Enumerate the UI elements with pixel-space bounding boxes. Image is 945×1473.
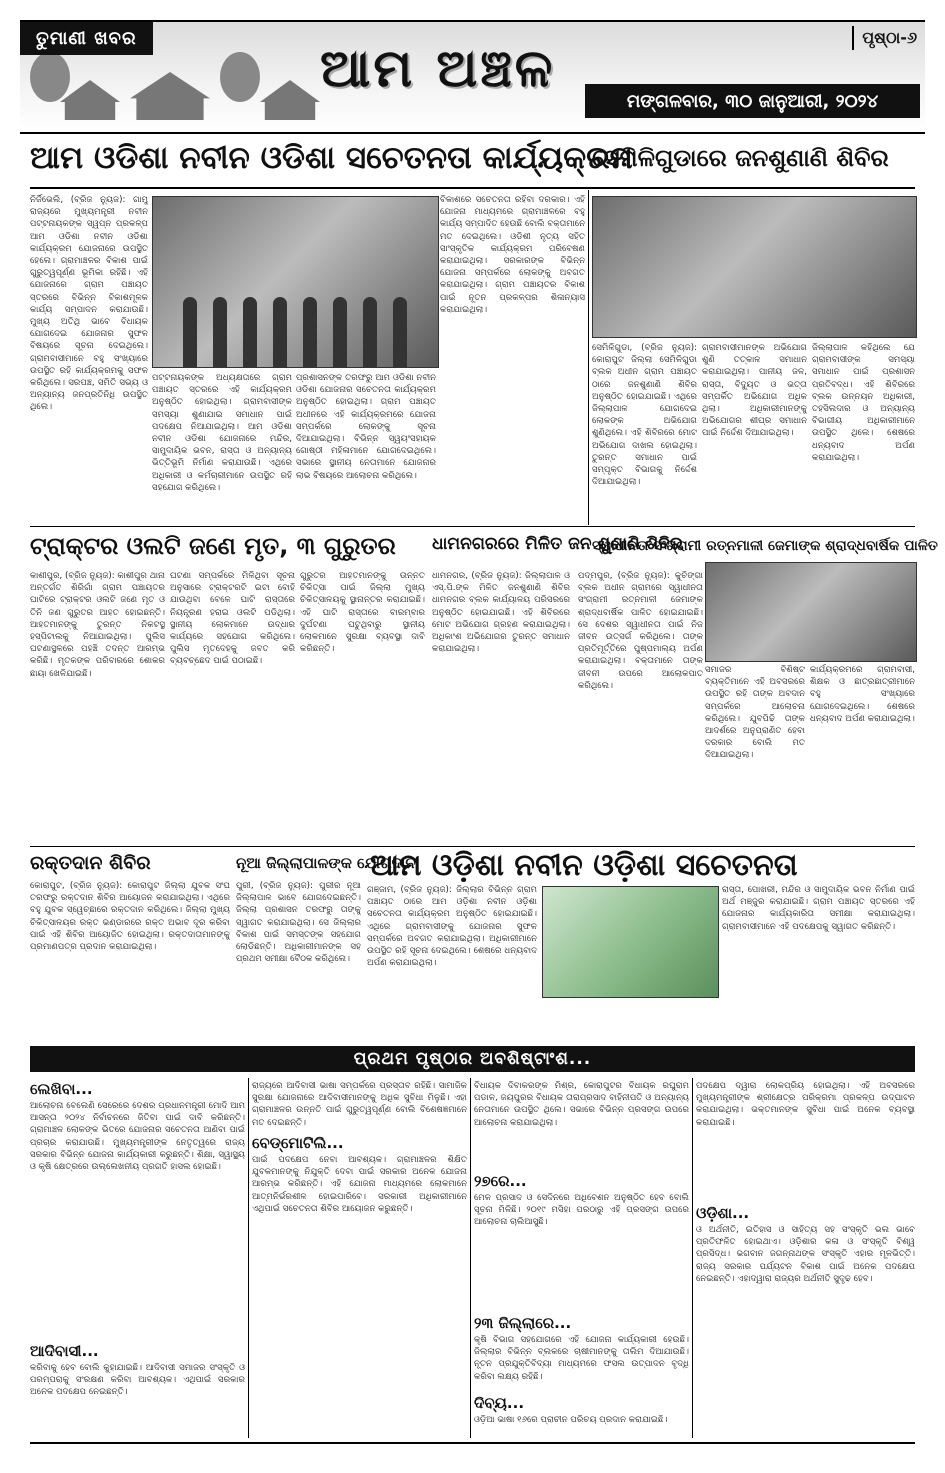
semiliguda-headline: ସେମିଳିଗୁଡାରେ ଜନଶୁଣାଣି ଶିବିର <box>592 144 889 172</box>
main-headline: ଆମ ଓଡିଶା ନବୀନ ଓଡିଶା ସଚେତନତା କାର୍ଯ୍ୟକ୍ରମ <box>30 140 633 176</box>
section-rule <box>30 526 915 527</box>
continuation-divider-3 <box>692 1078 693 1438</box>
tractor-col1: କାଶୀପୁର, (ବ୍ରିଜ ନ୍ୟୁଜ): କାଶୀପୁର ଥାନା ଅନ୍ତର୍ଗତ ଶିରିଗାଁ ଗ୍ରାମ ପଞ୍ଚାୟତର ଘାଟିରେ ଟ୍ରାକ୍ଟର ଓଲଟି ଜଣେ ମୃତ ଓ ତିନି ଜଣ ଗୁରୁତର ଆହତ ହୋଇଛନ୍ତି। ଆହତମାନଙ୍କୁ ତୁରନ୍ତ ନିକଟସ୍ଥ ହସ୍ପିଟାଲକୁ ନିଆଯାଇଥିଲା। ପୁଲିସ ଘଟଣାସ୍ଥଳରେ ପହଞ୍ଚି ତଦନ୍ତ ଆରମ୍ଭ କରିଛି। ମୃତକଙ୍କ ପରିବାରରେ ଶୋକର ଛାୟା ଖେଳିଯାଇଛି। <box>30 571 165 679</box>
blood-donation-headline: ରକ୍ତଦାନ ଶିବିର <box>30 852 151 874</box>
dhamanagar-headline: ଧାମନଗରରେ ମିଳିତ ଜନ ଶୁଣାଣି ଶିବିର <box>432 534 683 554</box>
awareness-2-photo <box>542 886 719 998</box>
freedom-fighter-col2: ସମାଜର ବିଶିଷ୍ଟ ବ୍ୟକ୍ତିମାନେ ଏହି ଅବସରରେ ଉପସ୍ଥିତ ରହି ତାଙ୍କ ଅବଦାନ ସମ୍ପର୍କରେ ଆଲୋଚନା କରିଥିଲେ। ଯୁବପିଢି ତାଙ୍କ ଆଦର୍ଶରେ ଅନୁପ୍ରାଣିତ ହେବା ଦରକାର ବୋଲି ମତ ଦିଆଯାଇଥିଲା। <box>705 665 805 761</box>
freedom-fighter-headline: ସ୍ୱାଧୀନତା ସଂଗ୍ରାମୀ ରତ୍ନମାଳୀ ଜେମାଙ୍କ ଶ୍ରାଦ୍ଧବାର୍ଷିକ ପାଳିତ <box>592 538 938 554</box>
page-number: ପୃଷ୍ଠା-୬ <box>852 26 925 50</box>
new-collector-text: ପୁରୀ, (ବ୍ରିଜ ନ୍ୟୁଜ): ପୁରୀର ନୂଆ ଜିଲ୍ଲାପାଳ ଭାବେ ଯୋଗଦେଇଛନ୍ତି। ଜିଲ୍ଲା ପ୍ରଶାସନ ତରଫରୁ ତାଙ୍କୁ ସ୍ୱାଗତ କରାଯାଇଥିଲା। ସେ ଜିଲ୍ଲାର ବିକାଶ ପାଇଁ ସମସ୍ତଙ୍କ ସହଯୋଗ ଲୋଡିଛନ୍ତି। ଅଧିକାରୀମାନଙ୍କ ସହ ପ୍ରଥମ ସମୀକ୍ଷା ବୈଠକ କରିଥିଲେ। <box>236 881 361 965</box>
freedom-fighter-col1: ପଦ୍ମପୁର, (ବ୍ରିଜ ନ୍ୟୁଜ): କୁଚିଙ୍ଗା ବ୍ଲକ ଅଧୀନ ଗ୍ରାମରେ ସ୍ୱାଧୀନତା ସଂଗ୍ରାମୀ ରତ୍ନମାଳୀ ଜେମାଙ୍କ ଶ୍ରାଦ୍ଧବାର୍ଷିକ ପାଳିତ ହୋଇଯାଇଛି। ସେ ଦେଶର ସ୍ୱାଧୀନତା ପାଇଁ ନିଜ ଜୀବନ ଉତ୍ସର୍ଗ କରିଥିଲେ। ତାଙ୍କ ପ୍ରତିମୂର୍ତ୍ତିରେ ପୁଷ୍ପମାଲ୍ୟ ଅର୍ପଣ କରାଯାଇଥିଲା। ବକ୍ତାମାନେ ତାଙ୍କ ଜୀବନୀ ଉପରେ ଆଲୋକପାତ କରିଥିଲେ। <box>578 571 703 691</box>
continuation-subhead-6: ଦିବ୍ୟ... <box>474 1394 525 1412</box>
continuation-text-6: ଓଡ଼ିଆ ଭାଷା ୧୬ରେ ପ୍ରାଚୀନ ପରିଚୟ ପ୍ରଦାନ କରାଯାଇଛି। <box>474 1415 668 1425</box>
freedom-fighter-photo <box>705 562 917 662</box>
tractor-col2: ଘଟଣା ସମ୍ପର୍କରେ ମିଳିଥିବା ସୂଚନା ଅନୁସାରେ ଟ୍ରାକ୍ଟରଟି ଇଟା ବୋହି ଯାଉଥିବା ବେଳେ ଘାଟି ରାସ୍ତାରେ ନିୟନ୍ତ୍ରଣ ହରାଇ ଓଲଟି ପଡିଥିଲା। ସ୍ଥାନୀୟ ଲୋକମାନେ ଉଦ୍ଧାର କାର୍ଯ୍ୟରେ ସହଯୋଗ କରିଥିଲେ। ପୁଲିସ ମୃତଦେହକୁ ଜବତ କରି ବ୍ୟବଚ୍ଛେଦ ପାଇଁ ପଠାଇଛି। <box>170 571 295 667</box>
newspaper-brand: ତୁମାଣୀ ଖବର <box>20 22 153 55</box>
semiliguda-col2: ଗ୍ରାମବାସୀମାନଙ୍କ ଅଭିଯୋଗ ଶୁଣି ତତ୍କାଳ ସମାଧାନ କରାଯାଇଥିଲା। ପାନୀୟ ଜଳ, ରାସ୍ତା, ବିଦ୍ୟୁତ ଓ ଭତ୍ତା ସମ୍ପର୍କିତ ଅଭିଯୋଗ ଅଧିକ ଥିଲା। ଅଧିକାରୀମାନଙ୍କୁ ଅଭିଯୋଗର ଶୀଘ୍ର ସମାଧାନ ପାଇଁ ନିର୍ଦ୍ଦେଶ ଦିଆଯାଇଥିଲା। <box>702 343 807 439</box>
continuation-col3-text: ବିଧାୟକ ଦିବାକରଙ୍କ ମିଶ୍ର, କୋରାପୁଟର ବିଧାୟକ ରଘୁରାମ ପଡାଳ, ଜୟପୁରର ବିଧାୟକ ତାରାପ୍ରସାଦ ବାହିନୀପତି ଓ ଅନ୍ୟାନ୍ୟ ନେତାମାନେ ଉପସ୍ଥିତ ଥିଲେ। ସଭାରେ ବିଭିନ୍ନ ପ୍ରସଙ୍ଗ ଉପରେ ଆଲୋଚନା କରାଯାଇଥିଲା। <box>474 1081 689 1128</box>
continuation-subhead-7: ଓଡ଼ିଶା... <box>696 1204 750 1222</box>
main-article-col5: ବିକାଶରେ ସଚେତନତା ରହିବା ଦରକାର। ଏହି ଯୋଜନା ମାଧ୍ୟମରେ ଗ୍ରାମାଞ୍ଚଳରେ ବହୁ କାର୍ଯ୍ୟ ସମ୍ପାଦିତ ହେଉଛି ବୋଲି ବକ୍ତାମାନେ ମତ ଦେଇଥିଲେ। ଓଡିଶୀ ନୃତ୍ୟ ସହିତ ସାଂସ୍କୃତିକ କାର୍ଯ୍ୟକ୍ରମ ପରିବେଷଣ କରାଯାଇଥିଲା। ସରକାରଙ୍କ ବିଭିନ୍ନ ଯୋଜନା ସମ୍ପର୍କରେ ଲୋକଙ୍କୁ ଅବଗତ କରାଯାଇଥିଲା। ଗ୍ରାମ ପଞ୍ଚାୟତର ବିକାଶ ପାଇଁ ନୂତନ ପ୍ରକଳ୍ପର ଶିଳାନ୍ୟାସ କରାଯାଇଥିଲା। <box>440 195 585 315</box>
new-collector-headline: ନୂଆ ଜିଲ୍ଲାପାଳଙ୍କ ଯୋଗଦାନ <box>236 854 416 872</box>
main-article-col2: ପଟ୍ଟନାୟକଙ୍କ ଅଧ୍ୟକ୍ଷତାରେ ଗ୍ରାମ ପଞ୍ଚାୟତ ସ୍ତରରେ ଏହି କାର୍ଯ୍ୟକ୍ରମ ଅନୁଷ୍ଠିତ ହୋଇଥିଲା। ଗ୍ରାମବାସୀଙ୍କ ସମସ୍ୟା ଶୁଣାଯାଇ ସମାଧାନ ପାଇଁ ପଦକ୍ଷେପ ନିଆଯାଇଥିଲା। ଆମ ଓଡିଶା ନବୀନ ଓଡିଶା ଯୋଜନାରେ ମନ୍ଦିର, ସାମୁଦାୟିକ ଭବନ, ରାସ୍ତା ଓ ଅନ୍ୟାନ୍ୟ ଭିତ୍ତିଭୂମି ନିର୍ମାଣ କରାଯାଉଛି। ଏଥିରେ ଅଧିକାରୀ ଓ କର୍ମଚାରୀମାନେ ଉପସ୍ଥିତ ରହି ସହଯୋଗ କରିଥିଲେ। <box>152 373 292 493</box>
column-divider <box>588 190 589 525</box>
continuation-text-7: ଓ ଅର୍ଥନୀତି, ଇତିହାସ ଓ ସାହିତ୍ୟ ସହ ସଂସ୍କୃତି ଭଲ ଭାବେ ପ୍ରତିଫଳିତ ହୋଇଥାଏ। ଓଡ଼ିଶାର କଳା ଓ ସଂସ୍କୃତି ବିଶ୍ୱ ପ୍ରସିଦ୍ଧ। ଭଗବାନ ଜଗନ୍ନାଥଙ୍କ ସଂସ୍କୃତି ଏହାର ମୂଳଭିତ୍ତି। ରାଜ୍ୟ ସରକାର ପର୍ଯ୍ୟଟନ ବିକାଶ ପାଇଁ ଅନେକ ପଦକ୍ଷେପ ନେଇଛନ୍ତି। ଏହାଦ୍ୱାରା ରାଜ୍ୟର ଅର୍ଥନୀତି ସୁଦୃଢ ହେବ। <box>696 1225 915 1284</box>
awareness-2-col1: ଗଞ୍ଜାମ, (ବ୍ରିଜ ନ୍ୟୁଜ): ଜିଲ୍ଲାର ବିଭିନ୍ନ ଗ୍ରାମ ପଞ୍ଚାୟତ ଠାରେ ଆମ ଓଡ଼ିଶା ନବୀନ ଓଡ଼ିଶା ସଚେତନତା କାର୍ଯ୍ୟକ୍ରମ ଅନୁଷ୍ଠିତ ହୋଇଯାଇଛି। ଏଥିରେ ଗ୍ରାମବାସୀଙ୍କୁ ଯୋଜନାର ସୁଫଳ ସମ୍ପର୍କରେ ଅବଗତ କରାଯାଇଥିଲା। ଅଧିକାରୀମାନେ ଉପସ୍ଥିତ ରହି ସୂଚନା ଦେଇଥିଲେ। ଶେଷରେ ଧନ୍ୟବାଦ ଅର୍ପଣ କରାଯାଇଥିଲା। <box>367 885 537 969</box>
section-rule-2 <box>30 846 915 847</box>
continuation-subhead-3: ବେଡ୍‌ମୋଟିଲି... <box>252 1134 344 1152</box>
continuation-divider-1 <box>248 1078 249 1438</box>
continuation-text-5: କୃଷି ବିଭାଗ ସହଯୋଗରେ ଏହି ଯୋଜନା କାର୍ଯ୍ୟକାରୀ ହେଉଛି। ଜିଲ୍ଲାର ବିଭିନ୍ନ ବ୍ଲକରେ ଚାଷୀମାନଙ୍କୁ ତାଲିମ ଦିଆଯାଉଛି। ନୂତନ ପ୍ରଯୁକ୍ତିବିଦ୍ୟା ମାଧ୍ୟମରେ ଫସଲ ଉତ୍ପାଦନ ବୃଦ୍ଧି କରିବା ଲକ୍ଷ୍ୟ ରହିଛି। <box>474 1335 689 1382</box>
continuation-col4-text: ପଦକ୍ଷେପ ଦ୍ୱାରା ଲୋକପ୍ରିୟ ହୋଇଥିଲା। ଏହି ଅବସରରେ ମୁଖ୍ୟମନ୍ତ୍ରୀଙ୍କ ଶ୍ରୀକ୍ଷେତ୍ର ପରିକ୍ରମା ପ୍ରକଳ୍ପ ଉଦ୍‌ଘାଟନ କରାଯାଇଥିଲା। ଭକ୍ତମାନଙ୍କ ସୁବିଧା ପାଇଁ ଅନେକ ବ୍ୟବସ୍ଥା କରାଯାଇଛି। <box>696 1081 915 1128</box>
date-banner: ମଙ୍ଗଳବାର, ୩୦ ଜାନୁଆରୀ, ୨୦୨୪ <box>585 84 920 118</box>
main-article-col1: ନିର୍ଜିଭେଲି, (ବ୍ରିଜ ନ୍ୟୁଜ): ଗାମୁ ରାଜ୍ୟରେ ମୁଖ୍ୟମନ୍ତ୍ରୀ ନବୀନ ପଟ୍ଟନାୟକଙ୍କ ସ୍ୱପ୍ନ ପ୍ରକଳ୍ପ ଆମ ଓଡିଶା ନବୀନ ଓଡିଶା କାର୍ଯ୍ୟକ୍ରମ ଯୋଜନାରେ ଉପସ୍ଥିତ ହେଲେ। ଗ୍ରାମାଞ୍ଚଳର ବିକାଶ ପାଇଁ ଗୁରୁତ୍ୱପୂର୍ଣ୍ଣ ଭୂମିକା ରହିଛି। ଏହି ଯୋଜନାରେ ଗ୍ରାମ ପଞ୍ଚାୟତ ସ୍ତରରେ ବିଭିନ୍ନ ବିକାଶମୂଳକ କାର୍ଯ୍ୟ ସମ୍ପାଦନ କରାଯାଉଛି। ମୁଖ୍ୟ ଅତିଥି ଭାବେ ବିଧାୟକ ଯୋଗଦେଇ ଯୋଜନାର ସୁଫଳ ବିଷୟରେ ସୂଚନା ଦେଇଥିଲେ। ଗ୍ରାମବାସୀମାନେ ବହୁ ସଂଖ୍ୟାରେ ଉପସ୍ଥିତ ରହି କାର୍ଯ୍ୟକ୍ରମକୁ ସଫଳ କରିଥିଲେ। ସରପଞ୍ଚ, ସମିତି ସଭ୍ୟ ଓ ଅନ୍ୟାନ୍ୟ ଜନପ୍ରତିନିଧି ଉପସ୍ଥିତ ଥିଲେ। <box>30 195 148 413</box>
blood-donation-text: କୋରାପୁଟ, (ବ୍ରିଜ ନ୍ୟୁଜ): କୋରାପୁଟ ଜିଲ୍ଲା ଯୁବକ ସଂଘ ତରଫରୁ ରକ୍ତଦାନ ଶିବିର ଆୟୋଜନ କରାଯାଇଥିଲା। ଏଥିରେ ବହୁ ଯୁବକ ସ୍ୱେଚ୍ଛାରେ ରକ୍ତଦାନ କରିଥିଲେ। ଜିଲ୍ଲା ମୁଖ୍ୟ ଚିକିତ୍ସାଳୟର ରକ୍ତ ଭଣ୍ଡାରରେ ରକ୍ତ ଅଭାବ ଦୂର କରିବା ପାଇଁ ଏହି ଶିବିର ଆୟୋଜିତ ହୋଇଥିଲା। ରକ୍ତଦାତାମାନଙ୍କୁ ପ୍ରମାଣପତ୍ର ପ୍ରଦାନ କରାଯାଇଥିଲା। <box>30 881 230 953</box>
continuation-banner: ପ୍ରଥମ ପୃଷ୍ଠାର ଅବଶିଷ୍ଟାଂଶ... <box>30 1046 915 1072</box>
continuation-subhead-4: ୨୭ରେ... <box>474 1172 527 1190</box>
footer-rule <box>30 1442 915 1444</box>
masthead <box>20 20 925 134</box>
continuation-subhead-2: ଆଦିବାସୀ... <box>30 1342 99 1360</box>
continuation-subhead-5: ୨୩ ଜିଲ୍ଲାରେ... <box>474 1314 572 1332</box>
continuation-col2-text: ରାଜ୍ୟରେ ଆଦିବାସୀ ଭାଷା ସମ୍ପର୍କରେ ପ୍ରସ୍ତାବ ରହିଛି। ସାମାଜିକ ସୁରକ୍ଷା ଯୋଜନାରେ ଆଦିବାସୀମାନଙ୍କୁ ଅଧିକ ସୁବିଧା ମିଳୁଛି। ଏହା ଗ୍ରାମାଞ୍ଚଳର ଉନ୍ନତି ପାଇଁ ଗୁରୁତ୍ୱପୂର୍ଣ୍ଣ ବୋଲି ବିଶେଷଜ୍ଞମାନେ ମତ ଦେଇଛନ୍ତି। <box>252 1081 467 1128</box>
continuation-subhead-1: ଲେଖିବା... <box>30 1080 93 1098</box>
continuation-divider-2 <box>470 1078 471 1438</box>
freedom-fighter-col3: କାର୍ଯ୍ୟକ୍ରମରେ ଗ୍ରାମବାସୀ, ଶିକ୍ଷକ ଓ ଛାତ୍ରଛାତ୍ରୀମାନେ ବହୁ ସଂଖ୍ୟାରେ ଯୋଗଦେଇଥିଲେ। ଶେଷରେ ଧନ୍ୟବାଦ ଅର୍ପଣ କରାଯାଇଥିଲା। <box>810 665 915 724</box>
continuation-text-4: ମେଳ ପ୍ରସାଦ ଓ ସେଦିନରେ ଅଧିବେଶନ ଅନୁଷ୍ଠିତ ହେବ ବୋଲି ସୂଚନା ମିଳିଛି। ୨୦୧୯ ମସିହା ପରଠାରୁ ଏହି ପ୍ରସଙ୍ଗ ଉପରେ ଆଲୋଚନା ଚାଲିଆସୁଛି। <box>474 1193 689 1228</box>
tractor-col3: ଗୁରୁତର ଆହତମାନଙ୍କୁ ଉନ୍ନତ ଚିକିତ୍ସା ପାଇଁ ଜିଲ୍ଲା ମୁଖ୍ୟ ଚିକିତ୍ସାଳୟକୁ ସ୍ଥାନାନ୍ତର କରାଯାଇଛି। ଏହି ଘାଟି ରାସ୍ତାରେ ବାରମ୍ବାର ଦୁର୍ଘଟଣା ଘଟୁଥିବାରୁ ସ୍ଥାନୀୟ ଲୋକମାନେ ସୁରକ୍ଷା ବ୍ୟବସ୍ଥା ଦାବି କରିଛନ୍ତି। <box>300 571 425 655</box>
headline-rule <box>30 187 915 189</box>
continuation-text-2: କରିବାକୁ ହେବ ବୋଲି କୁହାଯାଇଛି। ଆଦିବାସୀ ସମାଜର ସଂସ୍କୃତି ଓ ପରମ୍ପରାକୁ ସଂରକ୍ଷଣ କରିବା ଆବଶ୍ୟକ। ଏଥିପାଇଁ ସରକାର ଅନେକ ପଦକ୍ଷେପ ନେଇଛନ୍ତି। <box>30 1363 245 1398</box>
tractor-headline: ଟ୍ରାକ୍ଟର ଓଲଟି ଜଣେ ମୃତ, ୩ ଗୁରୁତର <box>30 532 396 560</box>
dhamanagar-col1: ଧାମନଗର, (ବ୍ରିଜ ନ୍ୟୁଜ): ଜିଲ୍ଲାପାଳ ଓ ଏସ୍.ପି.ଙ୍କ ମିଳିତ ଜନଶୁଣାଣି ଶିବିର ଧାମନଗର ବ୍ଲକ କାର୍ଯ୍ୟାଳୟ ପରିସରରେ ଅନୁଷ୍ଠିତ ହୋଇଯାଇଛି। ଏହି ଶିବିରରେ ମୋଟ ଅଭିଯୋଗ ଗ୍ରହଣ କରାଯାଇଥିଲା। ଅଧିକାଂଶ ଅଭିଯୋଗର ତୁରନ୍ତ ସମାଧାନ କରାଯାଇଥିଲା। <box>432 571 570 655</box>
semiliguda-col1: ସେମିଳିଗୁଡା, (ବ୍ରିଜ ନ୍ୟୁଜ): କୋରାପୁଟ ଜିଲ୍ଲା ସେମିଳିଗୁଡା ବ୍ଲକ ଅଧୀନ ଗ୍ରାମ ପଞ୍ଚାୟତ ଠାରେ ଜନଶୁଣାଣି ଶିବିର ଅନୁଷ୍ଠିତ ହୋଇଯାଇଛି। ଏଥିରେ ଜିଲ୍ଲାପାଳ ଯୋଗଦେଇ ଲୋକଙ୍କ ଅଭିଯୋଗ ଶୁଣିଥିଲେ। ଏହି ଶିବିରରେ ମୋଟ ଅଭିଯୋଗ ଦାଖଲ ହୋଇଥିଲା। ତୁରନ୍ତ ସମାଧାନ ପାଇଁ ସମ୍ପୃକ୍ତ ବିଭାଗକୁ ନିର୍ଦ୍ଦେଶ ଦିଆଯାଇଥିଲା। <box>592 343 697 488</box>
semiliguda-photo <box>592 196 917 338</box>
continuation-text-1: ଆଲୋଚନା ବେଲେଣି ସେରେରେ ଦେଶର ପ୍ରଧାନମନ୍ତ୍ରୀ ମୋଦି ଆମ ଆସନ୍ତା ୨୦୨୪ ନିର୍ବାଚନରେ ଜିତିବା ପାଇଁ ଦାବି କରିଛନ୍ତି। ଗ୍ରାମାଞ୍ଚଳ ଲୋକଙ୍କ ଭିତରେ ଯୋଜନାର ସଚେତନତା ଆଣିବା ପାଇଁ ପ୍ରଚାର କରାଯାଉଛି। ମୁଖ୍ୟମନ୍ତ୍ରୀଙ୍କ ନେତୃତ୍ୱରେ ରାଜ୍ୟ ସରକାର ବିଭିନ୍ନ ଯୋଜନା କାର୍ଯ୍ୟକାରୀ କରୁଛନ୍ତି। ଶିକ୍ଷା, ସ୍ୱାସ୍ଥ୍ୟ ଓ କୃଷି କ୍ଷେତ୍ରରେ ଉଲ୍ଲେଖନୀୟ ପ୍ରଗତି ହାସଲ ହୋଇଛି। <box>30 1101 245 1173</box>
main-article-photo <box>152 196 439 368</box>
awareness-2-col2: ରାସ୍ତା, ପୋଖରୀ, ମନ୍ଦିର ଓ ସାମୁଦାୟିକ ଭବନ ନିର୍ମାଣ ପାଇଁ ଅର୍ଥ ମଞ୍ଜୁର କରାଯାଇଛି। ଗ୍ରାମ ପଞ୍ଚାୟତ ସ୍ତରରେ ଏହି ଯୋଜନାର କାର୍ଯ୍ୟକାରିତା ସମୀକ୍ଷା କରାଯାଇଥିଲା। ଗ୍ରାମବାସୀମାନେ ଏହି ପଦକ୍ଷେପକୁ ସ୍ୱାଗତ କରିଛନ୍ତି। <box>722 885 915 932</box>
section-title: ଆମ ଅଞ୍ଚଳ <box>320 38 556 99</box>
semiliguda-col3: ଜିଲ୍ଲାପାଳ କହିଥିଲେ ଯେ ଗ୍ରାମବାସୀଙ୍କ ସମସ୍ୟା ସମାଧାନ ପାଇଁ ପ୍ରଶାସନ ପ୍ରତିବଦ୍ଧ। ଏହି ଶିବିରରେ ବ୍ଲକ ଉନ୍ନୟନ ଅଧିକାରୀ, ତହସିଲଦାର ଓ ଅନ୍ୟାନ୍ୟ ବିଭାଗୀୟ ଅଧିକାରୀମାନେ ଉପସ୍ଥିତ ଥିଲେ। ଶେଷରେ ଧନ୍ୟବାଦ ଅର୍ପଣ କରାଯାଇଥିଲା। <box>812 343 915 463</box>
main-article-col3: ପ୍ରଶାସନଙ୍କ ତରଫରୁ ଆମ ଓଡିଶା ନବୀନ ଓଡିଶା ଯୋଜନାର ସଚେତନତା କାର୍ଯ୍ୟକ୍ରମ ଅନୁଷ୍ଠିତ ହୋଇଥିଲା। ଗ୍ରାମ ପଞ୍ଚାୟତ ଅଧୀନରେ ଏହି କାର୍ଯ୍ୟକ୍ରମରେ ଯୋଜନା ସମ୍ପର୍କରେ ଲୋକଙ୍କୁ ସୂଚନା ଦିଆଯାଇଥିଲା। ବିଭିନ୍ନ ସ୍ୱୟଂସହାୟକ ଗୋଷ୍ଠୀ ମହିଳାମାନେ ଯୋଗଦେଇଥିଲେ। ସଭାରେ ସ୍ଥାନୀୟ ନେତାମାନେ ଯୋଜନାର ଲାଭ ବିଷୟରେ ଆଲୋଚନା କରିଥିଲେ। <box>296 373 436 481</box>
continuation-text-3: ପାଇଁ ପଦକ୍ଷେପ ନେବା ଆବଶ୍ୟକ। ଗ୍ରାମାଞ୍ଚଳର ଶିକ୍ଷିତ ଯୁବକମାନଙ୍କୁ ନିଯୁକ୍ତି ଦେବା ପାଇଁ ସରକାର ଅନେକ ଯୋଜନା ଆରମ୍ଭ କରିଛନ୍ତି। ଏହି ଯୋଜନା ମାଧ୍ୟମରେ ଲୋକମାନେ ଆତ୍ମନିର୍ଭରଶୀଳ ହୋଇପାରିବେ। ସରକାରୀ ଅଧିକାରୀମାନେ ଏଥିପାଇଁ ସଚେତନତା ଶିବିର ଆୟୋଜନ କରୁଛନ୍ତି। <box>252 1155 467 1214</box>
awareness-headline-2: ଆମ ଓଡ଼ିଶା ନବୀନ ଓଡ଼ିଶା ସଚେତନତା <box>370 848 798 883</box>
